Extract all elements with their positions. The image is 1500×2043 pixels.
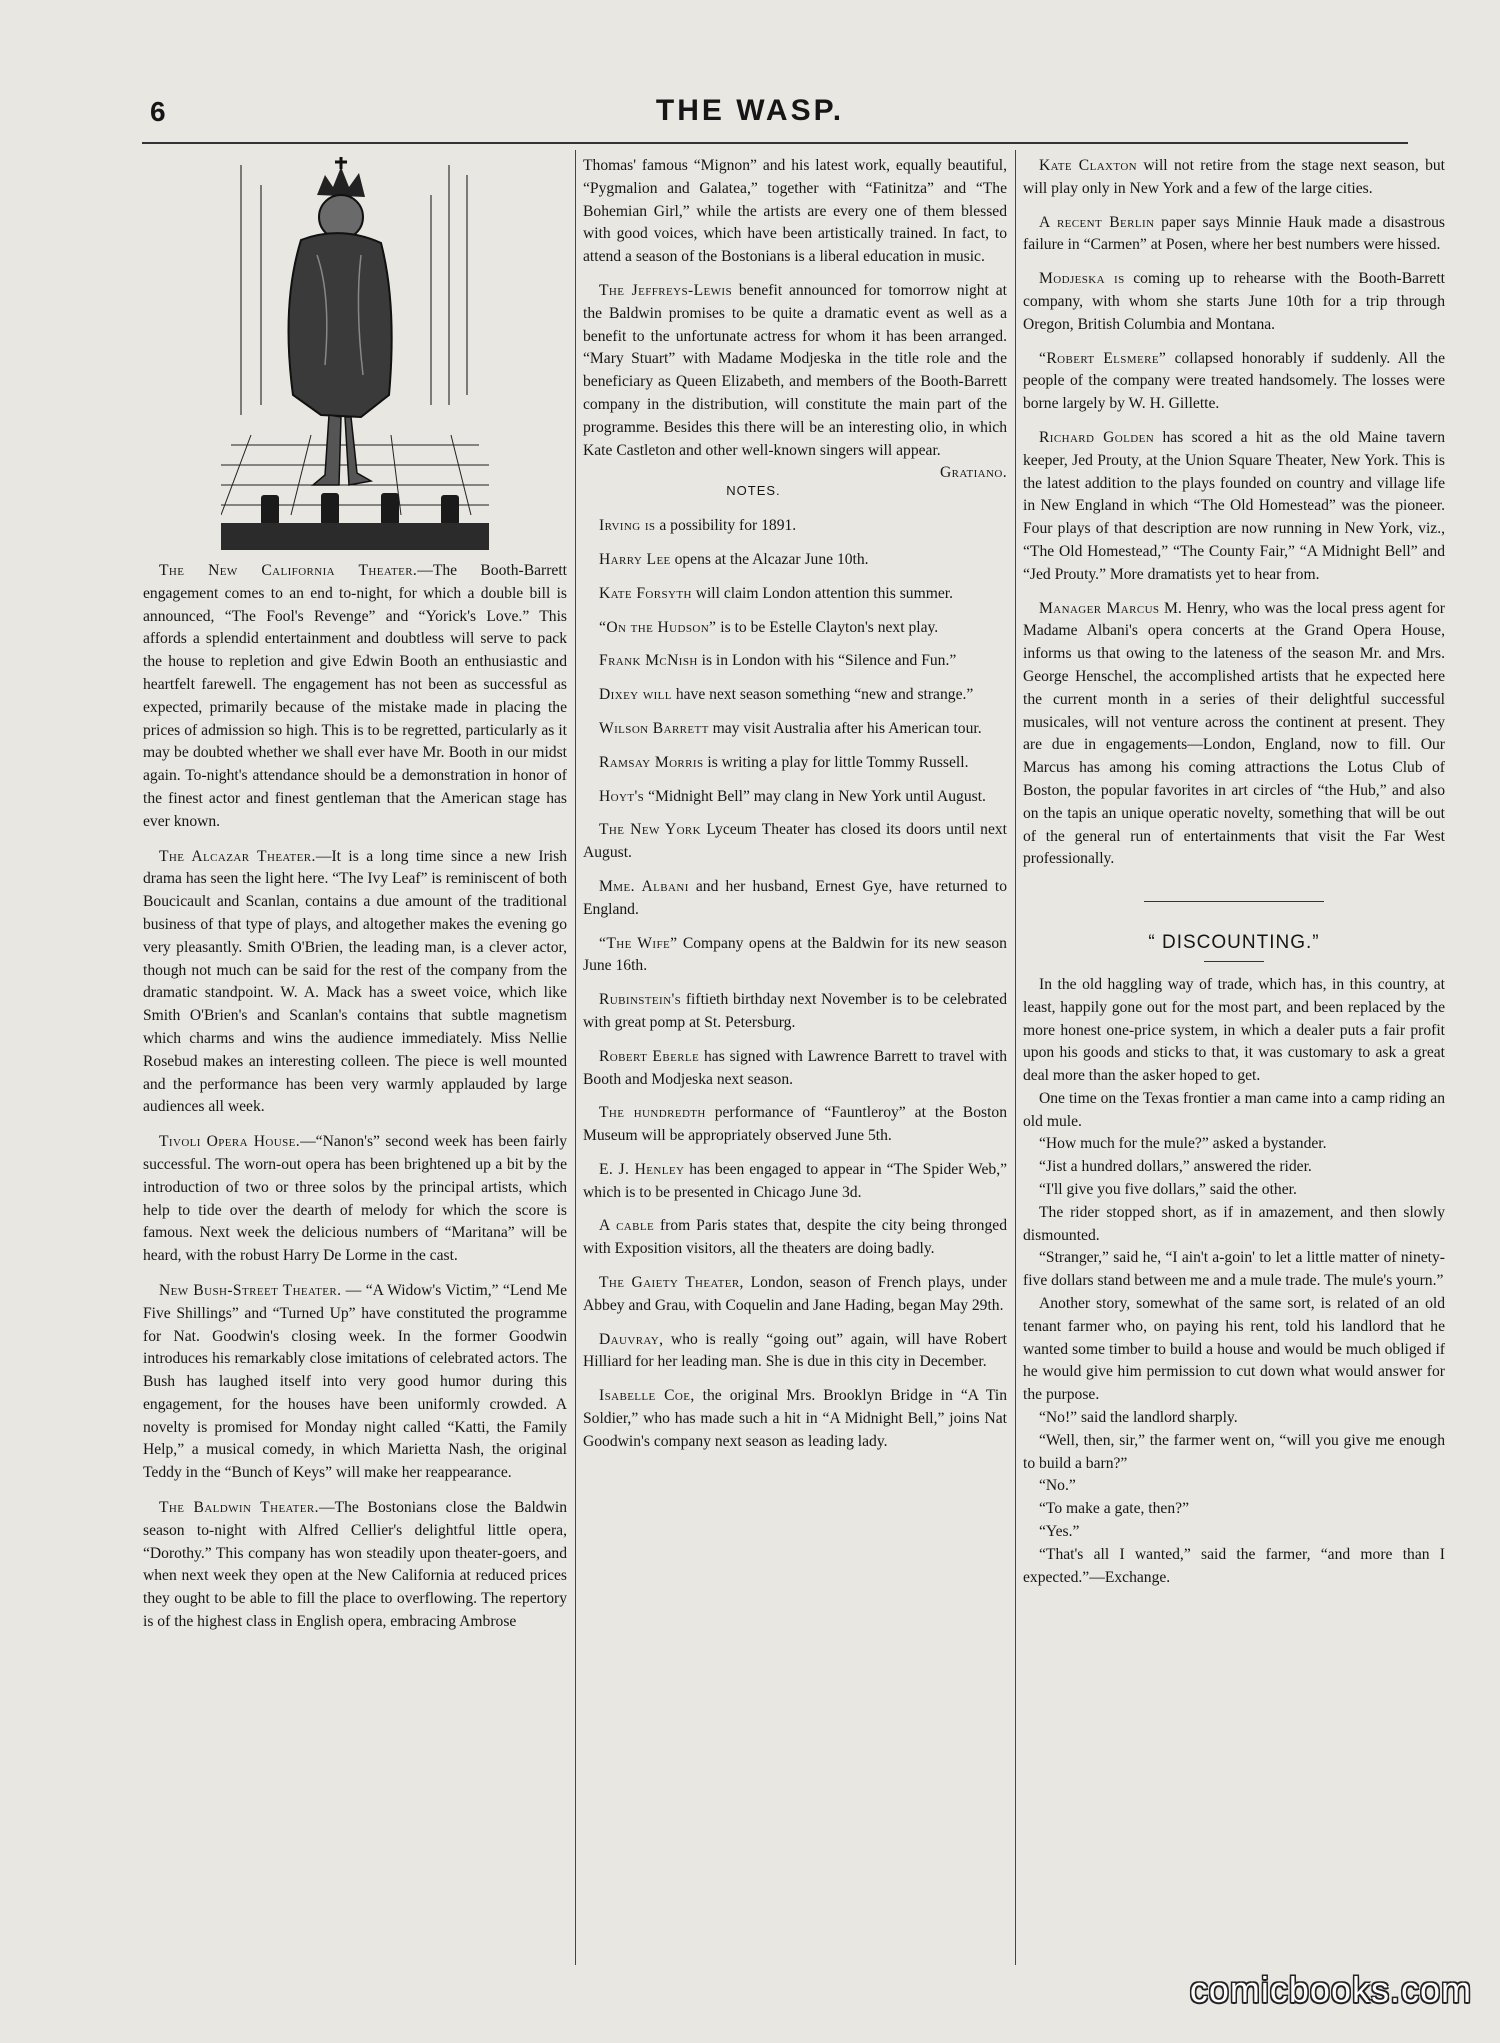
- note-item: Rubinstein's fiftieth birthday next November is to be celebrated with great pomp at St. Petersburg.: [583, 991, 1007, 1031]
- article-paragraph: The Alcazar Theater.—It is a long time since a new Irish drama has seen the light here. “The Ivy Leaf” is reminiscent of both Boucicault and Scanlan, contains a due amount of the traditional business of that type of plays, and altogether makes the evening go very pleasantly. Smith O'Brien, the leading man, is a clever actor, though not much can be said for the rest of the company from the dramatic standpoint. W. A. Mack has a sweet voice, which like Smith O'Brien's and Scanlan's contains that subtle magnetism which charms and wins the audience immediately. Miss Nellie Rosebud makes an interesting colleen. The piece is well mounted and the performance has been very warmly applauded by large audiences all week.: [143, 847, 567, 1116]
- article-paragraph: The Baldwin Theater.—The Bostonians close the Baldwin season to-night with Alfred Cellier's delightful little opera, “Dorothy.” This company has won steadily upon theater-goers, and when next week they open at the New California at reduced prices they ought to be able to fill the place to overflowing. The repertory is of the highest class in English opera, embracing Ambrose: [143, 1499, 567, 1631]
- note-item: “The Wife” Company opens at the Baldwin for its new season June 16th.: [583, 934, 1007, 975]
- note-item: Hoyt's “Midnight Bell” may clang in New York until August.: [599, 787, 986, 805]
- note-item: Harry Lee opens at the Alcazar June 10th.: [599, 550, 869, 568]
- story-paragraph: “I'll give you five dollars,” said the other.: [1039, 1181, 1297, 1199]
- story-paragraph: “No!” said the landlord sharply.: [1039, 1409, 1238, 1427]
- note-item: The hundredth performance of “Fauntleroy” at the Boston Museum will be appropriately observed June 5th.: [583, 1104, 1007, 1145]
- story-paragraph: “Jist a hundred dollars,” answered the rider.: [1039, 1158, 1312, 1176]
- note-item: Ramsay Morris is writing a play for little Tommy Russell.: [599, 753, 969, 771]
- note-item: Robert Eberle has signed with Lawrence Barrett to travel with Booth and Modjeska next season.: [583, 1047, 1007, 1088]
- notes-list: [583, 515, 1007, 1454]
- story-paragraph: “Well, then, sir,” the farmer went on, “will you give me enough to build a barn?”: [1023, 1431, 1445, 1472]
- note-item: The Gaiety Theater, London, season of French plays, under Abbey and Grau, with Coquelin and Jane Hading, began May 29th.: [583, 1274, 1007, 1314]
- watermark-logo: comicbooks.com: [1189, 1969, 1472, 2010]
- story-paragraph: The rider stopped short, as if in amazement, and then slowly dismounted.: [1023, 1203, 1445, 1244]
- column-divider: [575, 150, 576, 1965]
- note-item: “On the Hudson” is to be Estelle Clayton's next play.: [599, 618, 939, 636]
- note-item: Dixey will have next season something “new and strange.”: [599, 686, 974, 704]
- note-item: Dauvray, who is really “going out” again, will have Robert Hilliard for her leading man. She is due in this city in December.: [583, 1330, 1007, 1371]
- note-item: The New York Lyceum Theater has closed its doors until next August.: [583, 821, 1007, 862]
- note-item: Mme. Albani and her husband, Ernest Gye, have returned to England.: [583, 877, 1007, 918]
- note-item: A cable from Paris states that, despite the city being thronged with Exposition visitors, all the theaters are doing badly.: [583, 1217, 1007, 1258]
- column-1: [143, 155, 567, 1646]
- story-paragraph: In the old haggling way of trade, which has, in this country, at least, happily gone out for the most part, and been replaced by the more honest one-price system, in which a dealer puts a fair profit upon his goods and sticks to that, it was customary to ask a great deal more than the asker hoped to get.: [1023, 975, 1445, 1085]
- note-item: Wilson Barrett may visit Australia after his American tour.: [599, 719, 982, 737]
- column-divider: [1015, 150, 1016, 1965]
- note-item: Richard Golden has scored a hit as the old Maine tavern keeper, Jed Prouty, at the Union Square Theater, New York. This is the latest addition to the plays founded on country and village life in New England in which “The Old Homestead” was the pioneer. Four plays of that description are now running in New York, viz., “The Old Homestead,” “The County Fair,” “A Midnight Bell” and “Jed Prouty.” More dramatists yet to hear from.: [1023, 428, 1446, 583]
- note-item: Manager Marcus M. Henry, who was the local press agent for Madame Albani's opera concerts at the Grand Opera House, informs us that owing to the lateness of the season Mr. and Mrs. George Henschel, the accomplished artists that he expected here the current month in a series of their delightful successful musicales, will not venture across the continent at present. They are due in engagements—London, England, now to fill. Our Marcus has among his coming attractions the Lotus Club of Boston, the popular favorites in art circles of “the Hub,” and also on the tapis an unique operatic novelty, something that will be out of the general run of entertainments that visit the Far West professionally.: [1023, 599, 1445, 868]
- section-divider: [1144, 901, 1324, 902]
- story-paragraph: “Stranger,” said he, “I ain't a-goin' to let a little matter of ninety-five dollars stand between me and a mule trade. The mule's yourn.”: [1023, 1249, 1445, 1290]
- story-paragraph: “No.”: [1039, 1477, 1076, 1495]
- column-3: [1023, 155, 1445, 1589]
- note-item: Kate Claxton will not retire from the stage next season, but will play only in New York and a few of the large cities.: [1023, 157, 1446, 197]
- note-item: Frank McNish is in London with his “Silence and Fun.”: [599, 652, 957, 670]
- discounting-body: [1023, 974, 1445, 1590]
- notes-continued: [1023, 155, 1445, 871]
- note-item: Kate Forsyth will claim London attention this summer.: [599, 584, 953, 602]
- author-signature: Gratiano.: [939, 464, 1007, 482]
- article-paragraph: The Jeffreys-Lewis benefit announced for tomorrow night at the Baldwin promises to be quite a dramatic event as well as a benefit to the unfortunate actress for whom it has been arranged. “Mary Stuart” with Madame Modjeska in the title role and the beneficiary as Queen Elizabeth, and members of the Booth-Barrett company in the distribution, will constitute the main part of the programme. Besides this there will be an interesting olio, in which Kate Castleton and other well-known singers will appear. Gratiano.: [583, 280, 1007, 462]
- masthead-title: THE WASP.: [655, 94, 845, 127]
- note-item: “Robert Elsmere” collapsed honorably if suddenly. All the people of the company were treated handsomely. The losses were borne largely by W. H. Gillette.: [1023, 349, 1446, 413]
- notes-heading: NOTES.: [726, 483, 781, 499]
- header-rule: [142, 142, 1408, 144]
- discounting-heading: “ DISCOUNTING.”: [1148, 932, 1320, 954]
- article-paragraph: Tivoli Opera House.—“Nanon's” second week has been fairly successful. The worn-out opera has been brightened up a bit by the introduction of two or three solos by the principal artists, which help to tide over the dearth of melody for which the score is famous. Next week the delicious numbers of “Maritana” will be heard, with the robust Harry De Lorme in the cast.: [143, 1133, 567, 1265]
- heading-underline: [1204, 961, 1264, 962]
- story-paragraph: “Yes.”: [1039, 1523, 1080, 1541]
- article-paragraph: Thomas' famous “Mignon” and his latest work, equally beautiful, “Pygmalion and Galatea,” together with “Fatinitza” and “The Bohemian Girl,” while the artists are every one of them blessed with good voices, which have been artistically trained. In fact, to attend a season of the Bostonians is a liberal education in music.: [583, 157, 1007, 266]
- article-paragraph: New Bush-Street Theater. — “A Widow's Victim,” “Lend Me Five Shillings” and “Turned Up” have constituted the programme for Nat. Goodwin's closing week. In the former Goodwin introduces his remarkably close imitations of celebrated actors. The Bush has laughed itself into very good humor during this engagement, for the houses have been uniformly crowded. A novelty is promised for Monday night called “Katti, the Family Help,” a musical comedy, in which Marietta Nash, the original Teddy in the “Bunch of Keys” will make her reappearance.: [143, 1281, 567, 1482]
- article-paragraph: The New California Theater.—The Booth-Barrett engagement comes to an end to-night, for which a double bill is announced, “The Fool's Revenge” and “Yorick's Love.” This affords a splendid entertainment and doubtless will serve to pack the house to repletion and give Edwin Booth an enthusiastic and heartfelt farewell. The engagement has not been as successful as expected, primarily because of the mistake made in placing the prices of admission so high. This is to be regretted, particularly as it may be doubted whether we shall ever have Mr. Booth in our midst again. To-night's attendance should be a demonstration in honor of the finest actor and finest gentleman that the American stage has ever known.: [143, 562, 567, 830]
- story-paragraph: “How much for the mule?” asked a bystander.: [1039, 1135, 1327, 1153]
- column-2: [583, 155, 1007, 1465]
- jester-illustration: [221, 155, 489, 550]
- story-paragraph: “That's all I wanted,” said the farmer, “and more than I expected.”—Exchange.: [1023, 1545, 1445, 1586]
- story-paragraph: One time on the Texas frontier a man came into a camp riding an old mule.: [1023, 1089, 1445, 1130]
- story-paragraph: “To make a gate, then?”: [1039, 1500, 1189, 1518]
- note-item: A recent Berlin paper says Minnie Hauk made a disastrous failure in “Carmen” at Posen, where her best numbers were hissed.: [1023, 213, 1445, 254]
- note-item: Modjeska is coming up to rehearse with the Booth-Barrett company, with whom she starts June 10th for a trip through Oregon, British Columbia and Montana.: [1023, 270, 1445, 333]
- note-item: Isabelle Coe, the original Mrs. Brooklyn Bridge in “A Tin Soldier,” who has made such a hit in “A Midnight Bell,” joins Nat Goodwin's company next season as leading lady.: [583, 1387, 1007, 1450]
- story-paragraph: Another story, somewhat of the same sort, is related of an old tenant farmer who, on paying his rent, told his landlord that he wanted some timber to build a house and would be much obliged if he would give him permission to cut down what would answer for the purpose.: [1023, 1295, 1445, 1404]
- note-item: Irving is a possibility for 1891.: [599, 517, 797, 535]
- note-item: E. J. Henley has been engaged to appear in “The Spider Web,” which is to be presented in Chicago June 3d.: [583, 1160, 1008, 1201]
- page-number: 6: [150, 96, 166, 127]
